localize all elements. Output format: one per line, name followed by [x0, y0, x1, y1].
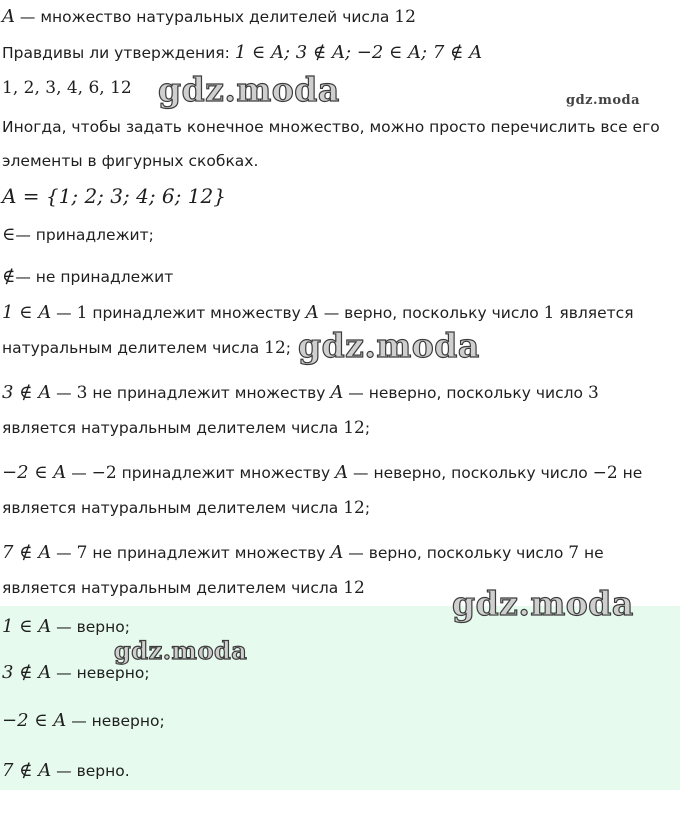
- answer-verdict: — верно;: [51, 618, 130, 636]
- statement-number: 3: [76, 383, 88, 403]
- set-symbol: A: [2, 6, 15, 27]
- statement-dash: —: [51, 384, 77, 402]
- answer-1: [2, 616, 130, 637]
- set-definition: A = {1; 2; 3; 4; 6; 12}: [2, 184, 226, 208]
- intro-line: [2, 6, 416, 27]
- statement-2-line-2: [2, 418, 370, 438]
- set-definition-line: [2, 184, 226, 208]
- statement-3-line-2: [2, 498, 370, 518]
- statement-number-2: 7: [568, 543, 580, 563]
- statement-text: принадлежит множеству: [116, 464, 336, 482]
- statement-expression: 3 ∉ A: [2, 382, 52, 403]
- statement-continuation-tail: ;: [364, 419, 371, 437]
- answer-verdict: — верно.: [51, 762, 130, 780]
- question-text: Правдивы ли утверждения:: [2, 44, 235, 62]
- answer-expression: −2 ∈ A: [2, 710, 67, 731]
- watermark-logo: gdz.moda: [158, 70, 340, 109]
- intro-number: 12: [394, 7, 416, 27]
- statement-verdict: — верно, поскольку число: [343, 544, 569, 562]
- statement-continuation-tail: ;: [285, 339, 292, 357]
- answer-2: [2, 662, 150, 683]
- statement-2-line-1: [2, 382, 599, 403]
- answer-expression: 7 ∉ A: [2, 760, 52, 781]
- statement-1-line-2: [2, 338, 291, 358]
- statement-verdict: — неверно, поскольку число: [348, 464, 593, 482]
- statement-continuation-tail: ;: [364, 499, 371, 517]
- statement-tail: не: [617, 464, 643, 482]
- statement-continuation: является натуральным делителем числа: [2, 579, 344, 597]
- statement-set: A: [335, 462, 349, 483]
- statement-continuation: натуральным делителем числа: [2, 339, 265, 357]
- statement-number: 7: [76, 543, 88, 563]
- statement-continuation-number: 12: [343, 498, 365, 518]
- statement-continuation-number: 12: [343, 578, 365, 598]
- statement-set: A: [330, 542, 344, 563]
- answer-expression: 1 ∈ A: [2, 616, 52, 637]
- answer-verdict: — неверно;: [51, 664, 150, 682]
- question-math: 1 ∈ A; 3 ∉ A; −2 ∈ A; 7 ∉ A: [234, 42, 483, 63]
- statement-tail: является: [554, 304, 634, 322]
- statement-dash: —: [66, 464, 92, 482]
- question-line: [2, 42, 482, 63]
- statement-expression: 1 ∈ A: [2, 302, 52, 323]
- divisors-list: 1, 2, 3, 4, 6, 12: [2, 78, 132, 98]
- statement-number: 1: [76, 303, 88, 323]
- statement-continuation: является натуральным делителем числа: [2, 499, 344, 517]
- statement-dash: —: [51, 544, 77, 562]
- element-of-text: — принадлежит;: [15, 226, 154, 244]
- statement-tail: не: [579, 544, 604, 562]
- statement-text: принадлежит множеству: [87, 304, 306, 322]
- statement-number-2: 3: [587, 383, 599, 403]
- explanation-line-2: [2, 152, 258, 170]
- not-element-of-symbol: ∉: [2, 266, 16, 287]
- explanation-line-1: [2, 118, 660, 136]
- watermark-small: gdz.moda: [566, 93, 641, 108]
- statement-number-2: 1: [543, 303, 555, 323]
- element-of-symbol: ∈: [2, 224, 16, 245]
- answer-4: [2, 760, 130, 781]
- statement-expression: −2 ∈ A: [2, 462, 67, 483]
- answer-expression: 3 ∉ A: [2, 662, 52, 683]
- not-element-of-text: — не принадлежит: [15, 268, 174, 286]
- statement-set: A: [330, 382, 344, 403]
- statement-1-line-1: [2, 302, 634, 323]
- answer-3: [2, 710, 165, 731]
- explanation-text-2: элементы в фигурных скобках.: [2, 152, 259, 170]
- statement-number-2: −2: [592, 463, 618, 483]
- statement-4-line-1: [2, 542, 604, 563]
- statement-verdict: — верно, поскольку число: [318, 304, 544, 322]
- explanation-text-1: Иногда, чтобы задать конечное множество, можно просто перечислить все его: [2, 118, 660, 136]
- divisors-line: [2, 78, 132, 98]
- statement-continuation-number: 12: [264, 338, 286, 358]
- statement-number: −2: [91, 463, 117, 483]
- statement-dash: —: [51, 304, 77, 322]
- statement-set: A: [305, 302, 319, 323]
- statement-expression: 7 ∉ A: [2, 542, 52, 563]
- statement-continuation-number: 12: [343, 418, 365, 438]
- answer-verdict: — неверно;: [66, 712, 165, 730]
- watermark-logo: gdz.moda: [452, 584, 634, 623]
- not-element-of-line: [2, 266, 173, 287]
- statement-3-line-1: [2, 462, 642, 483]
- statement-verdict: — неверно, поскольку число: [343, 384, 588, 402]
- statement-continuation: является натуральным делителем числа: [2, 419, 344, 437]
- watermark-logo: gdz.moda: [114, 636, 248, 665]
- intro-text: — множество натуральных делителей числа: [15, 8, 395, 26]
- statement-text: не принадлежит множеству: [87, 544, 331, 562]
- statement-text: не принадлежит множеству: [87, 384, 331, 402]
- watermark-logo: gdz.moda: [298, 326, 480, 365]
- element-of-line: [2, 224, 154, 245]
- statement-4-line-2: [2, 578, 365, 598]
